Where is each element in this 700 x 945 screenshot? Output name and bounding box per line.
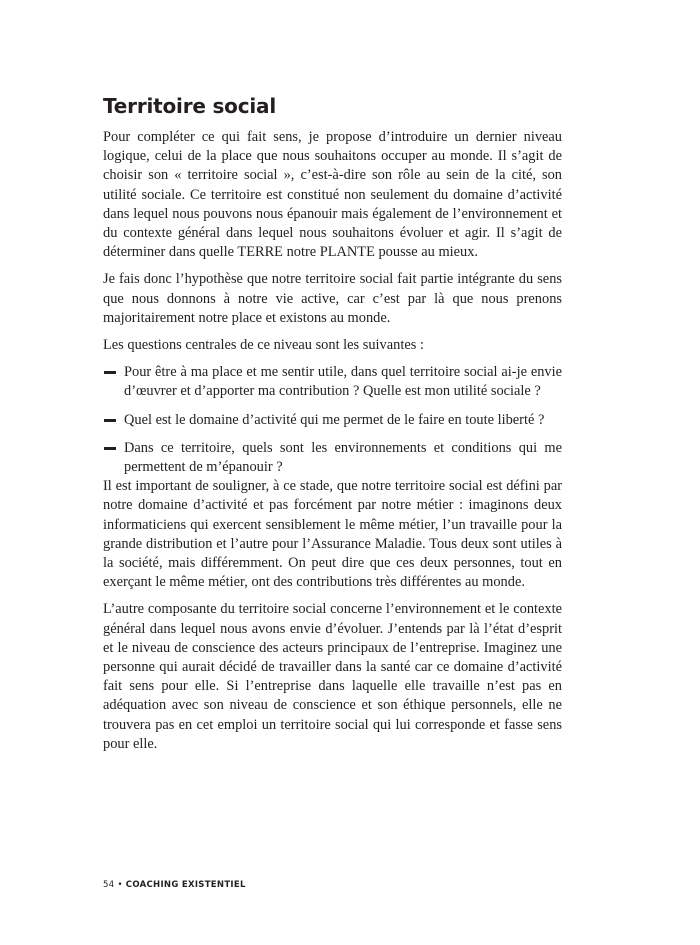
- dash-bullet-icon: [104, 447, 116, 450]
- questions-list: [103, 363, 562, 477]
- dash-bullet-icon: [104, 419, 116, 422]
- page-number: 54: [103, 880, 115, 890]
- paragraph-hypothesis: Je fais donc l’hypothèse que notre territoire social fait partie intégrante du sens que nous donnons à notre vie active, car c’est par là que nous prenons majoritairement notre place et existons au monde.: [103, 271, 562, 326]
- list-item: [103, 411, 562, 430]
- list-item-text: Dans ce territoire, quels sont les environnements et conditions qui me permettent de m’épanouir ?: [124, 439, 562, 476]
- paragraph-intro: Pour compléter ce qui fait sens, je propose d’introduire un dernier niveau logique, celui de la place que nous souhaitons occuper au monde. Il s’agit de choisir son « territoire social », c’est-à-dire son rôle au sein de la cité, son utilité sociale. Ce territoire est constitué non seulement du domaine d’activité dans lequel nous pouvons nous épanouir mais également de l’environnement et du contexte général dans lequel nous souhaitons évoluer et agir. Il s’agit de déterminer dans quelle TERRE notre PLANTE pousse au mieux.: [103, 129, 562, 261]
- footer-separator: •: [117, 880, 123, 890]
- paragraph-environment: L’autre composante du territoire social concerne l’environnement et le contexte général dans lequel nous avons envie d’évoluer. J’entends par là l’état d’esprit et le niveau de conscience des acteurs principaux de l’entreprise. Imaginez une personne qui aurait décidé de travailler dans la santé car ce domaine d’activité fait sens pour elle. Si l’entreprise dans laquelle elle travaille n’est pas en adéquation avec son niveau de conscience et son éthique personnels, elle ne trouvera pas en cet emploi un territoire social qui lui corresponde et fasse sens pour elle.: [103, 601, 562, 752]
- paragraph-questions-intro: Les questions centrales de ce niveau sont les suivantes :: [103, 337, 424, 354]
- list-item: [103, 439, 562, 477]
- paragraph-domain: Il est important de souligner, à ce stade, que notre territoire social est défini par notre domaine d’activité et pas forcément par notre métier : imaginons deux informaticiens qui exercent sensiblement le même métier, l’un travaille pour la grande distribution et l’autre pour l’Assurance Maladie. Tous deux sont utiles à la société, mais différemment. On peut dire que ces deux personnes, tout en exerçant le même métier, ont des contributions très différentes au monde.: [103, 478, 562, 591]
- list-item-text: Pour être à ma place et me sentir utile, dans quel territoire social ai-je envie d’œuvrer et d’apporter ma contribution ? Quelle est mon utilité sociale ?: [124, 364, 562, 400]
- page-footer: [103, 880, 246, 890]
- book-title: COACHING EXISTENTIEL: [125, 880, 246, 890]
- list-item: [103, 363, 562, 401]
- section-heading: Territoire social: [103, 94, 276, 118]
- dash-bullet-icon: [104, 371, 116, 374]
- body-text: [103, 128, 562, 754]
- page-content: [103, 93, 562, 762]
- list-item-text: Quel est le domaine d’activité qui me permet de le faire en toute liberté ?: [124, 411, 545, 428]
